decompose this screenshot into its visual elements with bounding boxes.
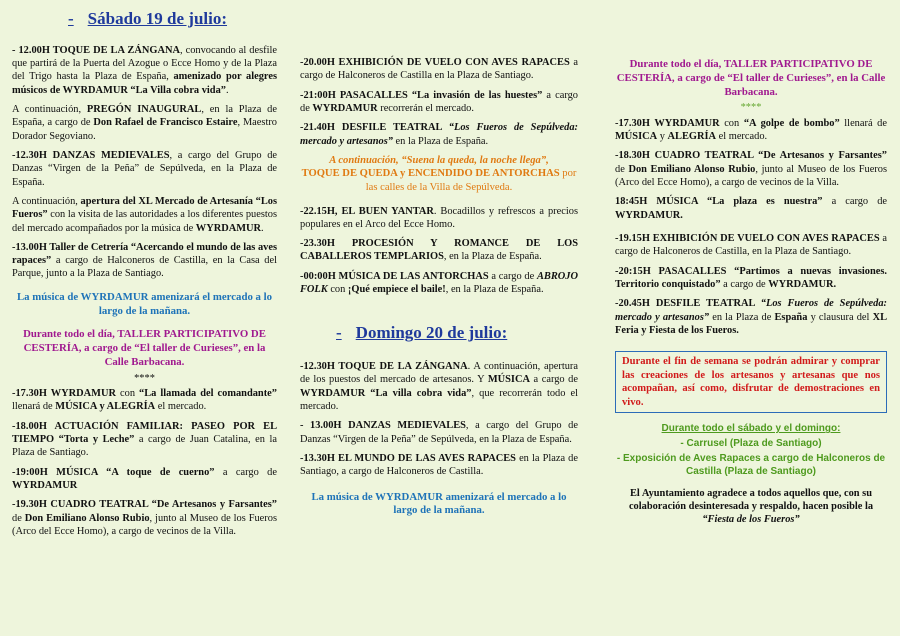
saturday-heading: - Sábado 19 de julio: [68, 9, 228, 28]
column-saturday [12, 0, 277, 636]
event-desfile-teatral-sunday: -20.45H DESFILE TEATRAL “Los Fueros de Sepúlveda: mercado y artesanos” en la Plaza de España y clausura del XL Feria y Fiesta de los Fueros. [615, 298, 887, 336]
wyrdamur-note-saturday: La música de WYRDAMUR amenizará el mercado a lo largo de la mañana. [16, 290, 273, 317]
event-exhibicion-vuelo-saturday: -20.00H EXHIBICIÓN DE VUELO CON AVES RAPACES a cargo de Halconeros de Castilla en la Plaza de Santiago. [300, 57, 578, 82]
event-wyrdamur-golpe-bombo: -17.30H WYRDAMUR con “A golpe de bombo” llenará de MÚSICA y ALEGRÍA el mercado. [615, 117, 887, 143]
event-pasacalles-huestes: -21:00H PASACALLES “La invasión de las huestes” a cargo de WYRDAMUR recorrerán el mercado. [300, 89, 578, 114]
weekend-activities-title: Durante todo el sábado y el domingo: [661, 423, 841, 435]
column-sunday [615, 0, 887, 636]
column-saturday-night-sunday [300, 0, 578, 636]
event-plaza-es-nuestra: 18:45H MÚSICA “La plaza es nuestra” a cargo de WYRDAMUR. [615, 196, 887, 221]
artesanos-notice-box: Durante el fin de semana se podrán admirar y comprar las creaciones de los artesanos y artesanas que nos acompañan, así como, disfrutar de demostraciones en vivo. [615, 351, 887, 413]
event-cuadro-teatral-saturday: -19.30H CUADRO TEATRAL “De Artesanos y Farsantes” de Don Emiliano Alonso Rubio, junto al Museo de los Fueros (Arco del Ecce Homo), a cargo de vecinos de la Villa. [12, 499, 277, 537]
taller-cesteria-sunday: Durante todo el día, TALLER PARTICIPATIVO DE CESTERÍA, a cargo de “El taller de Curieses”, en la Calle Barbacana. [616, 58, 886, 98]
event-cuadro-teatral-sunday: -18.30H CUADRO TEATRAL “De Artesanos y Farsantes” de Don Emiliano Alonso Rubio, junto al Museo de los Fueros (Arco del Ecce Homo), a cargo de vecinos de la Villa. [615, 150, 887, 188]
separator-stars-green: **** [740, 102, 762, 114]
wyrdamur-note-sunday: La música de WYRDAMUR amenizará el mercado a lo largo de la mañana. [311, 490, 567, 517]
event-apertura-mercado: A continuación, apertura del XL Mercado de Artesanía “Los Fueros” con la visita de las autoridades a los diferentes puestos del mercado acompañados por la música de WYRDAMUR. [12, 195, 277, 234]
event-buen-yantar: -22.15H, EL BUEN YANTAR. Bocadillos y refrescos a precios populares en el Arco del Ecce Homo. [300, 205, 578, 230]
event-wyrdamur-1730: -17.30H WYRDAMUR con “La llamada del comandante” llenará de MÚSICA y ALEGRÍA el mercado. [12, 388, 277, 413]
event-aves-rapaces-sunday: -13.30H EL MUNDO DE LAS AVES RAPACES en la Plaza de Santiago, a cargo de Halconeros de Castilla. [300, 453, 578, 478]
event-toque-cuerno: -19:00H MÚSICA “A toque de cuerno” a cargo de WYRDAMUR [12, 466, 277, 491]
weekend-item-carrusel: - Carrusel (Plaza de Santiago) [680, 438, 822, 450]
ayuntamiento-thanks: El Ayuntamiento agradece a todos aquellos que, con su colaboración desinteresada y respaldo, hacen posible la “Fiesta de los Fueros” [628, 487, 874, 526]
event-procesion-templarios: -23.30H PROCESIÓN Y ROMANCE DE LOS CABALLEROS TEMPLARIOS, en la Plaza de España. [300, 238, 578, 263]
event-pregon: A continuación, PREGÓN INAUGURAL, en la Plaza de España, a cargo de Don Rafael de Francisco Estaire, Maestro Dorador Segoviano. [12, 104, 277, 142]
toque-de-queda-note: A continuación, “Suena la queda, la noche llega”, TOQUE DE QUEDA y ENCENDIDO DE ANTORCHAS por las calles de la Villa de Sepúlveda. [301, 154, 577, 193]
event-cetreria: -13.00H Taller de Cetrería “Acercando el mundo de las aves rapaces” a cargo de Halconeros de Castilla, en la Casa del Parque, junto a la Plaza de Santiago. [12, 241, 277, 280]
event-actuacion-familiar: -18.00H ACTUACIÓN FAMILIAR: PASEO POR EL TIEMPO “Torta y Leche” a cargo de Juan Catalina, en la Plaza de Santiago. [12, 420, 277, 459]
event-danzas-sunday: - 13.00H DANZAS MEDIEVALES, a cargo del Grupo de Danzas “Virgen de la Peña” de Sepúlveda, en la Plaza de España. [300, 420, 578, 445]
event-exhibicion-vuelo-sunday: -19.15H EXHIBICIÓN DE VUELO CON AVES RAPACES a cargo de Halconeros de Castilla, en la Plaza de Santiago. [615, 232, 887, 258]
event-danzas: -12.30H DANZAS MEDIEVALES, a cargo del Grupo de Danzas “Virgen de la Peña” de Sepúlveda, en la Plaza de España. [12, 149, 277, 188]
event-toque-zangana-sunday: -12.30H TOQUE DE LA ZÁNGANA. A continuación, apertura de los puestos del mercado de artesanos. Y MÚSICA a cargo de WYRDAMUR “La villa cobra vida”, que recorrerán todo el mercado. [300, 361, 578, 413]
separator-stars: **** [134, 372, 155, 384]
taller-cesteria-saturday: Durante todo el día, TALLER PARTICIPATIVO DE CESTERÍA, a cargo de “El taller de Curieses”, en la Calle Barbacana. [23, 328, 266, 368]
sunday-heading: - Domingo 20 de julio: [336, 323, 508, 343]
event-pasacalles-invasiones: -20:15H PASACALLES “Partimos a nuevas invasiones. Territorio conquistado” a cargo de WYRDAMUR. [615, 265, 887, 290]
event-toque-zangana: - 12.00H TOQUE DE LA ZÁNGANA, convocando al desfile que partirá de la Puerta del Azogue o Ecce Homo y de la Plaza del Trigo hasta la Plaza de España, amenizado por alegres músicos de WYRDAMUR “La Villa cobra vida”. [12, 44, 277, 96]
event-desfile-teatral-saturday: -21.40H DESFILE TEATRAL “Los Fueros de Sepúlveda: mercado y artesanos” en la Plaza de España. [300, 122, 578, 147]
event-musica-antorchas: -00:00H MÚSICA DE LAS ANTORCHAS a cargo de ABROJO FOLK con ¡Qué empiece el baile!, en la Plaza de España. [300, 270, 578, 296]
weekend-item-exposicion: - Exposición de Aves Rapaces a cargo de Halconeros de Castilla (Plaza de Santiago) [616, 452, 886, 477]
